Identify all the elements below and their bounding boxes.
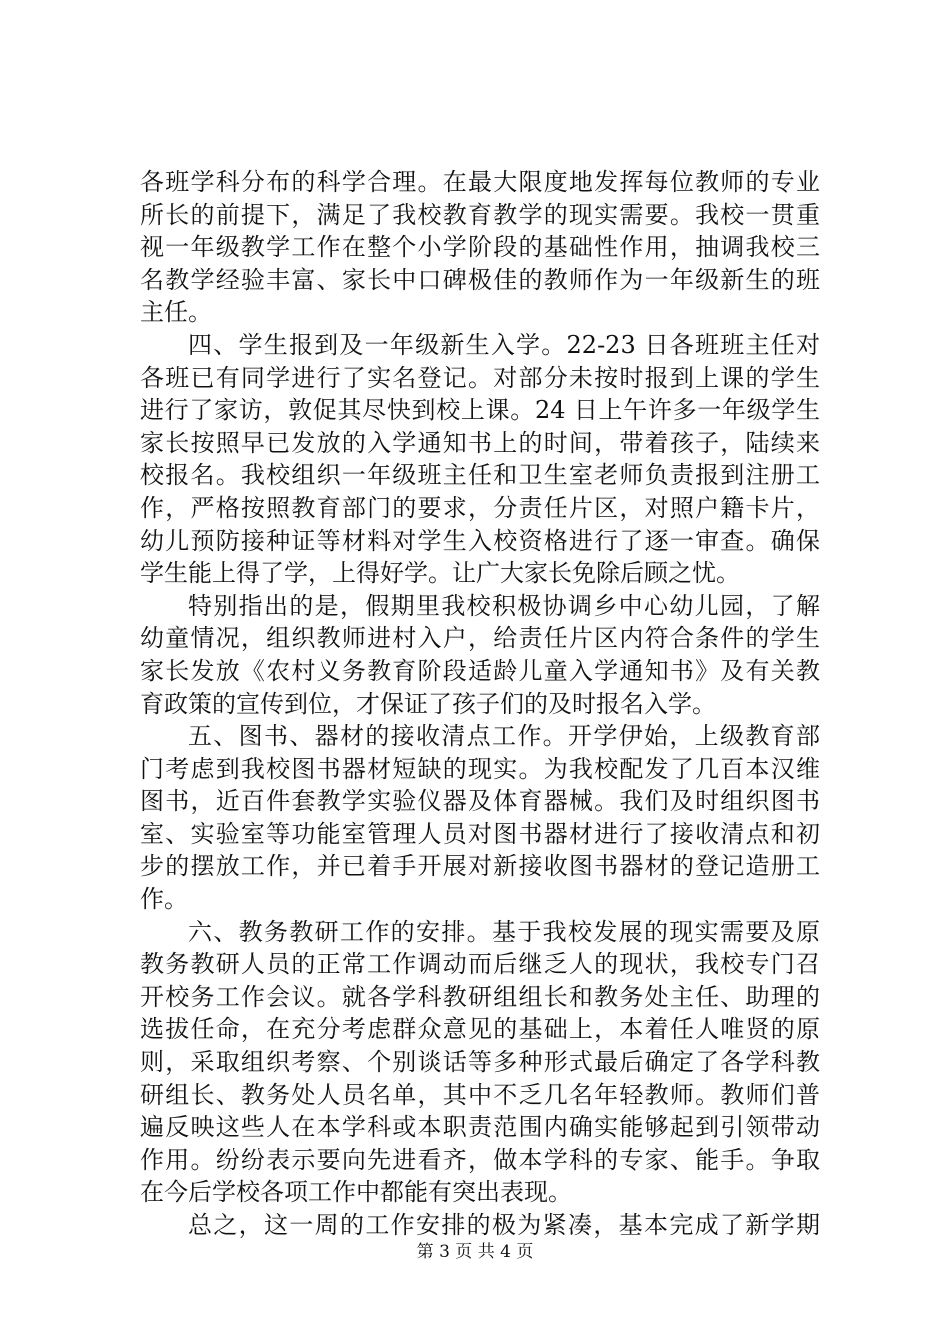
text-line: 选拔任命，在充分考虑群众意见的基础上，本着任人唯贤的原 — [140, 1015, 820, 1044]
text-line: 所长的前提下，满足了我校教育教学的现实需要。我校一贯重 — [140, 200, 820, 229]
text-line: 幼童情况，组织教师进村入户，给责任片区内符合条件的学生 — [140, 624, 820, 653]
text-line: 育政策的宣传到位，才保证了孩子们的及时报名入学。 — [140, 689, 716, 718]
text-line: 名教学经验丰富、家长中口碑极佳的教师作为一年级新生的班 — [140, 265, 820, 294]
text-line: 遍反映这些人在本学科或本职责范围内确实能够起到引领带动 — [140, 1113, 820, 1142]
text-line: 室、实验室等功能室管理人员对图书器材进行了接收清点和初 — [140, 819, 820, 848]
text-line: 总之，这一周的工作安排的极为紧凑，基本完成了新学期 — [188, 1211, 820, 1239]
text-line: 视一年级教学工作在整个小学阶段的基础性作用，抽调我校三 — [140, 233, 820, 262]
text-line: 则，采取组织考察、个别谈话等多种形式最后确定了各学科教 — [140, 1048, 820, 1077]
text-line: 作。 — [140, 885, 188, 914]
text-line: 在今后学校各项工作中都能有突出表现。 — [140, 1178, 572, 1207]
text-line: 进行了家访，敦促其尽快到校上课。24 日上午许多一年级学生 — [140, 396, 820, 425]
text-line: 作用。纷纷表示要向先进看齐，做本学科的专家、能手。争取 — [140, 1145, 820, 1174]
text-line: 主任。 — [140, 298, 212, 327]
text-line: 家长发放《农村义务教育阶段适龄儿童入学通知书》及有关教 — [140, 656, 820, 685]
text-line: 开校务工作会议。就各学科教研组组长和教务处主任、助理的 — [140, 982, 820, 1011]
text-line: 各班学科分布的科学合理。在最大限度地发挥每位教师的专业 — [140, 168, 820, 196]
text-line: 五、图书、器材的接收清点工作。开学伊始，上级教育部 — [188, 722, 820, 751]
text-line: 各班已有同学进行了实名登记。对部分未按时报到上课的学生 — [140, 363, 820, 392]
text-line: 教务教研人员的正常工作调动而后继乏人的现状，我校专门召 — [140, 950, 820, 979]
text-line: 幼儿预防接种证等材料对学生入校资格进行了逐一审查。确保 — [140, 526, 820, 555]
body-text — [140, 166, 820, 1242]
text-line: 学生能上得了学，上得好学。让广大家长免除后顾之忧。 — [140, 559, 740, 588]
text-line: 作，严格按照教育部门的要求，分责任片区，对照户籍卡片， — [140, 493, 820, 522]
page-footer: 第 3 页 共 4 页 — [416, 1242, 534, 1262]
text-line: 特别指出的是，假期里我校积极协调乡中心幼儿园，了解 — [188, 591, 820, 620]
text-line: 步的摆放工作，并已着手开展对新接收图书器材的登记造册工 — [140, 852, 820, 881]
text-line: 研组长、教务处人员名单，其中不乏几名年轻教师。教师们普 — [140, 1080, 820, 1109]
text-line: 图书，近百件套教学实验仪器及体育器械。我们及时组织图书 — [140, 787, 820, 816]
text-line: 门考虑到我校图书器材短缺的现实。为我校配发了几百本汉维 — [140, 754, 820, 783]
text-line: 家长按照早已发放的入学通知书上的时间，带着孩子，陆续来 — [140, 428, 820, 457]
text-line: 六、教务教研工作的安排。基于我校发展的现实需要及原 — [188, 917, 820, 946]
text-line: 校报名。我校组织一年级班主任和卫生室老师负责报到注册工 — [140, 461, 820, 490]
text-line: 四、学生报到及一年级新生入学。22-23 日各班班主任对 — [188, 330, 820, 359]
